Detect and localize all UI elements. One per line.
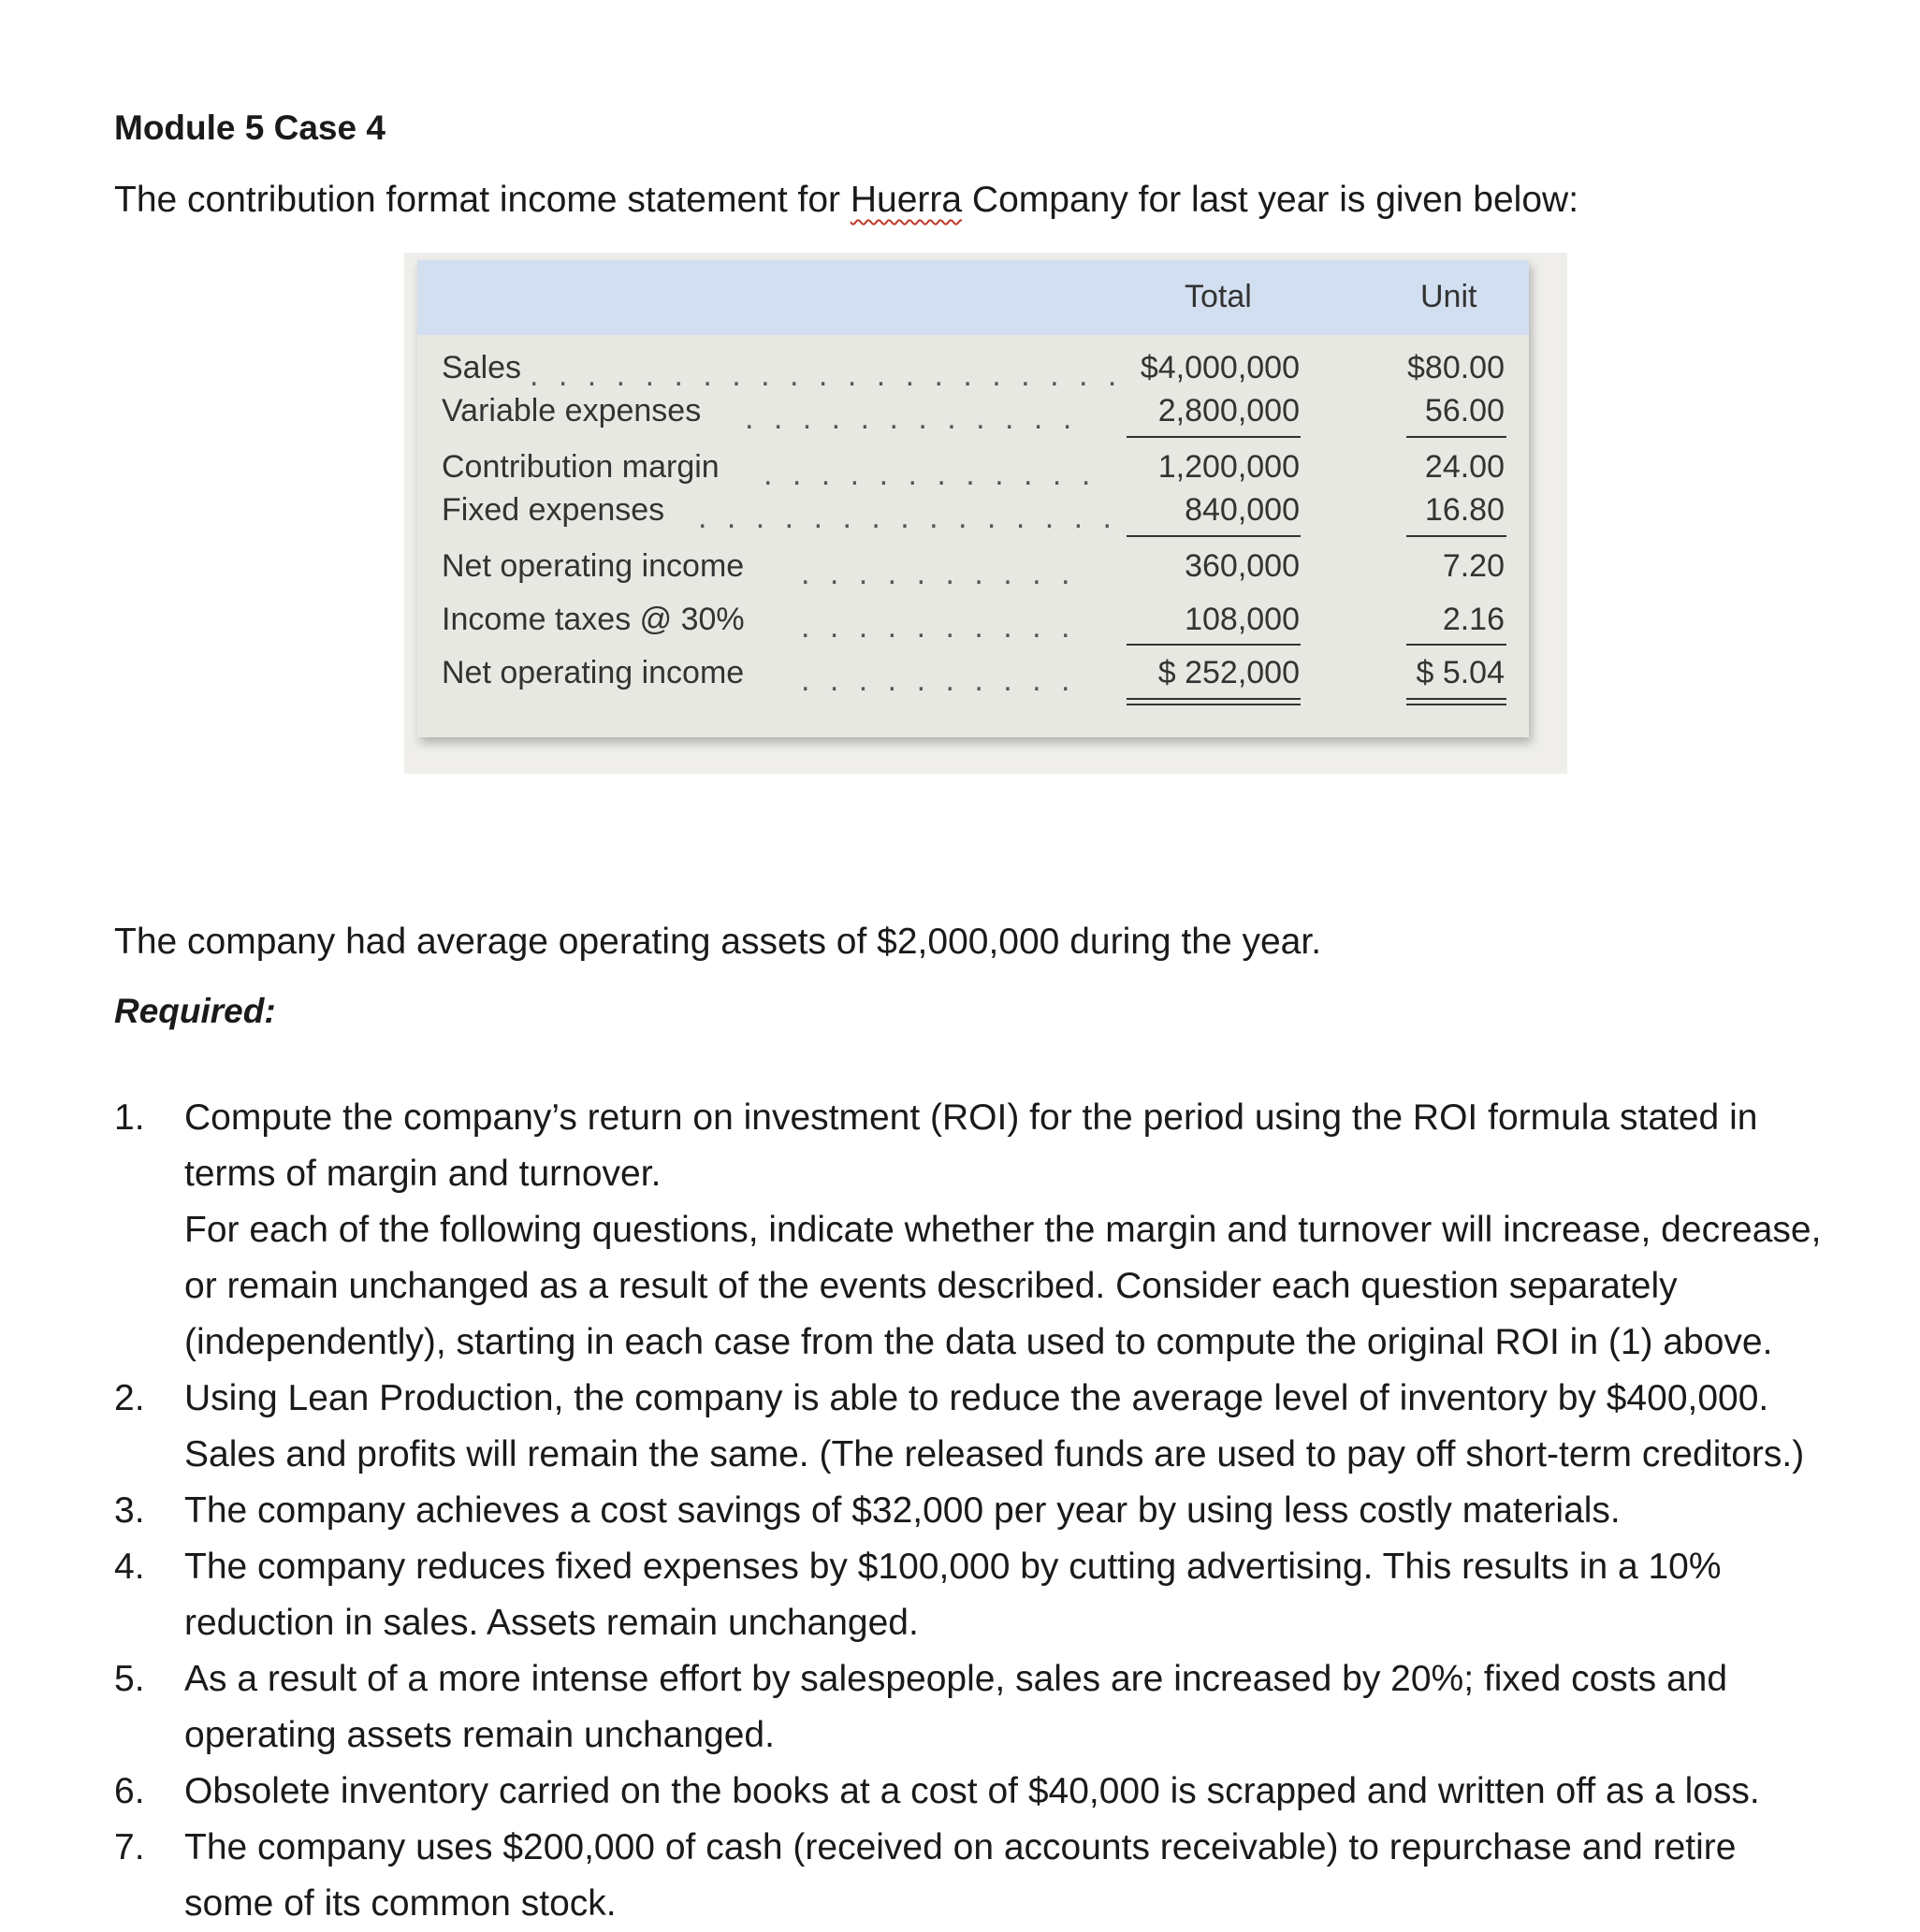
row-unit: $80.00 bbox=[1407, 350, 1505, 385]
question-4 bbox=[114, 1539, 1873, 1651]
income-statement-table bbox=[417, 260, 1529, 737]
row-total: 108,000 bbox=[1185, 602, 1300, 637]
row-income-taxes bbox=[417, 602, 1529, 646]
subtotal-line-unit bbox=[1406, 436, 1506, 438]
question-7 bbox=[114, 1820, 1873, 1932]
subtotal-line-unit bbox=[1406, 535, 1506, 537]
row-net-income bbox=[417, 655, 1529, 700]
question-number: 4. bbox=[114, 1547, 145, 1587]
question-6 bbox=[114, 1764, 1873, 1820]
row-sales bbox=[417, 350, 1529, 395]
row-unit: 24.00 bbox=[1424, 449, 1505, 485]
question-line: Obsolete inventory carried on the books at a cost of $40,000 is scrapped and written off as a loss. bbox=[184, 1771, 1760, 1811]
instruction-line: or remain unchanged as a result of the events described. Consider each question separately bbox=[184, 1266, 1678, 1306]
leader-dots: . . . . . . . . . . . . bbox=[764, 457, 1097, 492]
intro-after: Company for last year is given below: bbox=[962, 180, 1579, 220]
question-number: 6. bbox=[114, 1771, 145, 1811]
row-total: $ 252,000 bbox=[1157, 655, 1300, 690]
subtotal-line-unit bbox=[1406, 644, 1506, 646]
subtotal-line-total bbox=[1127, 644, 1301, 646]
row-unit: 16.80 bbox=[1424, 492, 1505, 528]
assets-text: The company had average operating assets of $2,000,000 during the year. bbox=[114, 922, 1322, 962]
question-line: Using Lean Production, the company is able to reduce the average level of inventory by $400,000. bbox=[184, 1378, 1769, 1418]
question-line: The company reduces fixed expenses by $100,000 by cutting advertising. This results in a 10% bbox=[184, 1547, 1722, 1587]
question-3 bbox=[114, 1483, 1873, 1539]
leader-dots: . . . . . . . . . . . . . . . . . . . . . bbox=[530, 357, 1123, 393]
row-total: 1,200,000 bbox=[1157, 449, 1300, 485]
question-1 bbox=[114, 1090, 1873, 1371]
instruction-line: (independently), starting in each case from the data used to compute the original ROI in (1) above. bbox=[184, 1322, 1773, 1362]
row-label: Net operating income bbox=[442, 548, 745, 584]
question-number: 3. bbox=[114, 1490, 145, 1531]
company-name-spellcheck: Huerra bbox=[850, 180, 963, 220]
instruction-line: For each of the following questions, indicate whether the margin and turnover will increase, decrease, bbox=[184, 1210, 1822, 1250]
subtotal-line-total bbox=[1127, 436, 1301, 438]
page-title: Module 5 Case 4 bbox=[114, 109, 385, 147]
leader-dots: . . . . . . . . . . bbox=[801, 662, 1076, 698]
table-header bbox=[417, 260, 1529, 335]
income-statement-image bbox=[404, 253, 1567, 774]
row-label: Net operating income bbox=[442, 655, 745, 690]
question-line: terms of margin and turnover. bbox=[184, 1154, 662, 1194]
question-line: operating assets remain unchanged. bbox=[184, 1715, 775, 1755]
question-5 bbox=[114, 1651, 1873, 1764]
row-label: Variable expenses bbox=[442, 393, 702, 429]
row-total: 840,000 bbox=[1185, 492, 1300, 528]
row-total: $4,000,000 bbox=[1140, 350, 1300, 385]
leader-dots: . . . . . . . . . . . . bbox=[745, 400, 1078, 436]
question-line: Sales and profits will remain the same. (The released funds are used to pay off short-term creditors.) bbox=[184, 1434, 1805, 1474]
header-total: Total bbox=[1185, 279, 1252, 314]
row-total: 2,800,000 bbox=[1157, 393, 1300, 429]
row-contribution-margin bbox=[417, 449, 1529, 494]
leader-dots: . . . . . . . . . . . . . . . bbox=[698, 500, 1117, 535]
question-line: The company uses $200,000 of cash (received on accounts receivable) to repurchase and retire bbox=[184, 1827, 1737, 1867]
row-unit: 7.20 bbox=[1442, 548, 1505, 584]
row-label: Contribution margin bbox=[442, 449, 720, 485]
question-line: some of its common stock. bbox=[184, 1883, 617, 1924]
question-number: 5. bbox=[114, 1659, 145, 1699]
question-line: Compute the company’s return on investment (ROI) for the period using the ROI formula stated in bbox=[184, 1097, 1758, 1138]
question-number: 1. bbox=[114, 1097, 145, 1138]
leader-dots: . . . . . . . . . . bbox=[801, 609, 1076, 645]
subtotal-line-total bbox=[1127, 535, 1301, 537]
row-variable-expenses bbox=[417, 393, 1529, 438]
row-label: Sales bbox=[442, 350, 522, 385]
question-number: 2. bbox=[114, 1378, 145, 1418]
row-label: Income taxes @ 30% bbox=[442, 602, 745, 637]
question-number: 7. bbox=[114, 1827, 145, 1867]
question-line: reduction in sales. Assets remain unchanged. bbox=[184, 1603, 919, 1643]
question-list bbox=[114, 1090, 1873, 1932]
row-total: 360,000 bbox=[1185, 548, 1300, 584]
row-unit: 56.00 bbox=[1424, 393, 1505, 429]
intro-text bbox=[114, 180, 1578, 221]
total-double-line-total bbox=[1127, 698, 1301, 705]
question-line: As a result of a more intense effort by salespeople, sales are increased by 20%; fixed costs and bbox=[184, 1659, 1728, 1699]
total-double-line-unit bbox=[1406, 698, 1506, 705]
required-heading: Required: bbox=[114, 992, 276, 1030]
row-unit: $ 5.04 bbox=[1416, 655, 1505, 690]
row-label: Fixed expenses bbox=[442, 492, 665, 528]
question-2 bbox=[114, 1371, 1873, 1483]
question-line: The company achieves a cost savings of $32,000 per year by using less costly materials. bbox=[184, 1490, 1621, 1531]
row-fixed-expenses bbox=[417, 492, 1529, 537]
row-net-operating-income bbox=[417, 548, 1529, 593]
leader-dots: . . . . . . . . . . bbox=[801, 556, 1076, 591]
row-unit: 2.16 bbox=[1442, 602, 1505, 637]
intro-before: The contribution format income statement for bbox=[114, 180, 851, 220]
header-unit: Unit bbox=[1420, 279, 1477, 314]
